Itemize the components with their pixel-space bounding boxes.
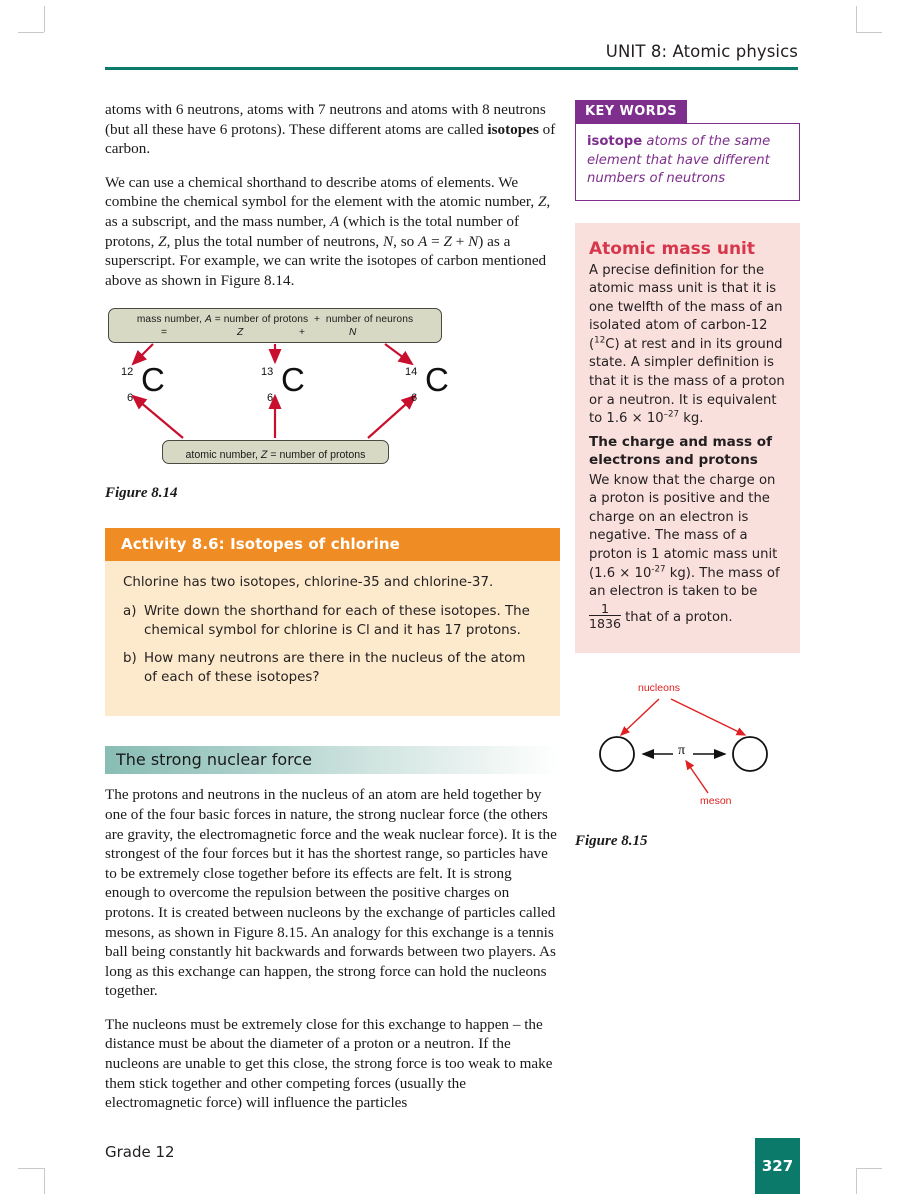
electron-mass-fraction [589, 602, 621, 631]
isotope-carbon-14 [405, 361, 475, 418]
cm-text-c: that of a proton. [625, 609, 733, 625]
isotope-symbol: C [425, 361, 449, 399]
key-words-box [575, 123, 800, 201]
fraction-denominator: 1836 [589, 615, 622, 631]
mass-number-box [108, 308, 442, 343]
plus-sign: + [299, 327, 305, 339]
atomic-mass-unit-box [575, 223, 800, 653]
figure-8-15-graphic [575, 677, 800, 827]
isotope-symbol: C [141, 361, 165, 399]
crop-mark-bottom-right-v [856, 1168, 857, 1194]
footer-grade: Grade 12 [105, 1143, 175, 1161]
amu-superscript-12: 12 [594, 335, 606, 346]
amu-exponent: –27 [663, 409, 680, 420]
activity-item-text: Write down the shorthand for each of these isotopes. The chemical symbol for chlorine is Cl and it has 17 protons. [144, 604, 530, 639]
paragraph-strong-force: The protons and neutrons in the nucleus of an atom are held together by one of the four basic forces in nature, the strong nuclear force (the others are gravity, the electromagnetic force and the weak nuclear force). It is the strongest of the four forces but it has the shortest range, so particles have to be extremely close together before its effects are felt. It is strong enough to overcome the repulsion between the positive charges on protons. It is created between nucleons by the exchange of particles called mesons, as shown in Figure 8.15. An analogy for this exchange is a tennis ball being constantly hit backwards and forwards between two players. As long as this exchange can happen, the strong force can hold the nucleons together. [105, 786, 557, 1000]
section-heading-strong-nuclear-force: The strong nuclear force [105, 746, 560, 774]
figure-8-14 [105, 304, 560, 479]
amu-text-b: C) at rest and in its ground state. A simpler definition is that it is the mass of a proton or a neutron. It is equivalent to 1.6 × 10 [589, 336, 785, 427]
activity-item-marker: a) [123, 604, 137, 620]
atomic-mass-unit-paragraph [589, 262, 786, 429]
crop-mark-bottom-left [18, 1168, 44, 1169]
page-number-badge: 327 [755, 1138, 800, 1194]
crop-mark-top-right [856, 32, 882, 33]
eq-sign: = [161, 327, 167, 339]
nucleon-circle-left [600, 737, 634, 771]
meson-label: meson [700, 794, 732, 807]
crop-mark-bottom-right [856, 1168, 882, 1169]
unit-title: UNIT 8: Atomic physics [605, 42, 798, 61]
isotope-mass-number: 13 [261, 366, 274, 379]
crop-mark-top-left [18, 32, 44, 33]
nucleon-circle-right [733, 737, 767, 771]
crop-mark-bottom-left-v [44, 1168, 45, 1194]
paragraph-nucleon-distance: The nucleons must be extremely close for this exchange to happen – the distance must be about the diameter of a proton or a neutron. If the nucleons are unable to get this close, the strong force is too weak to make them stick together and other competing forces (usually the electromagnetic force) will influence the particles [105, 1015, 553, 1112]
symbol-z: Z [237, 327, 244, 339]
pion-symbol: π [678, 742, 686, 758]
mass-number-formula: mass number, A = number of protons + number of neurons [136, 314, 414, 326]
sidebar-column [575, 100, 800, 850]
atomic-number-box [162, 440, 389, 464]
cm-text-b: kg). The mass of an electron is taken to be [589, 565, 780, 600]
figure-8-15-wrapper [575, 677, 800, 850]
isotope-carbon-13 [261, 361, 331, 418]
symbol-n: N [349, 327, 357, 339]
activity-item-a [123, 602, 542, 640]
mass-number-symbols [109, 326, 441, 339]
crop-mark-top-right-v [856, 6, 857, 32]
header-rule [105, 67, 798, 70]
isotope-atomic-number: 6 [127, 392, 134, 405]
isotope-mass-number: 12 [121, 366, 134, 379]
activity-item-marker: b) [123, 651, 137, 667]
atomic-number-formula: atomic number, Z = number of protons [185, 449, 366, 462]
isotope-atomic-number: 6 [267, 392, 274, 405]
paragraph-isotopes-intro [105, 100, 560, 159]
key-words-tab: KEY WORDS [575, 100, 687, 124]
cm-exponent: -27 [651, 564, 666, 575]
nucleons-label: nucleons [638, 681, 681, 694]
para1-part-a: atoms with 6 neutrons, atoms with 7 neutrons and atoms with 8 neutrons (but all these have 6 protons). These different atoms are called [105, 101, 546, 138]
activity-item-b [123, 649, 542, 687]
activity-content [105, 561, 560, 716]
paragraph-shorthand: We can use a chemical shorthand to describe atoms of elements. We combine the chemical symbol for the element with the atomic number, Z, as a subscript, and the mass number, A (which is the total number of protons, Z, plus the total number of neutrons, N, so A = Z + N) as a superscript. For example, we can write the isotopes of carbon mentioned above as shown in Figure 8.14. [105, 173, 551, 289]
charge-mass-subheading: The charge and mass of electrons and protons [589, 433, 773, 469]
amu-text-a: A precise definition for the atomic mass unit is that it is one twelfth of the mass of an isolated atom of carbon-12 ( [589, 262, 783, 352]
amu-text-c: kg. [679, 411, 704, 427]
figure-8-15 [575, 677, 800, 827]
crop-mark-top-left-v [44, 6, 45, 32]
cm-text-a: We know that the charge on a proton is positive and the charge on an electron is negative. The mass of a proton is 1 atomic mass unit (1.6 × 10 [589, 472, 778, 581]
key-word-definition: atoms of the same element that have different numbers of neutrons [587, 134, 771, 186]
para1-part-b: of carbon. [105, 120, 556, 158]
isotope-symbol: C [281, 361, 305, 399]
activity-intro: Chlorine has two isotopes, chlorine-35 and chlorine-37. [123, 575, 494, 591]
isotope-atomic-number: 6 [411, 392, 418, 405]
section-body [105, 785, 560, 1113]
activity-title: Activity 8.6: Isotopes of chlorine [105, 528, 560, 561]
para1-bold-term: isotopes [487, 120, 539, 138]
atomic-mass-unit-heading: Atomic mass unit [589, 238, 755, 259]
activity-box [105, 528, 560, 716]
fraction-numerator: 1 [601, 600, 610, 616]
figure-8-14-caption: Figure 8.14 [105, 485, 178, 502]
page-header [105, 42, 798, 70]
key-word-entry [587, 133, 789, 189]
charge-mass-paragraph [589, 472, 786, 631]
main-column [105, 100, 560, 1127]
key-word-term: isotope [587, 134, 643, 149]
isotope-mass-number: 14 [405, 366, 418, 379]
figure-8-15-caption: Figure 8.15 [575, 832, 648, 849]
activity-item-text: How many neutrons are there in the nucleus of the atom of each of these isotopes? [144, 651, 526, 686]
isotope-carbon-12 [121, 361, 191, 418]
